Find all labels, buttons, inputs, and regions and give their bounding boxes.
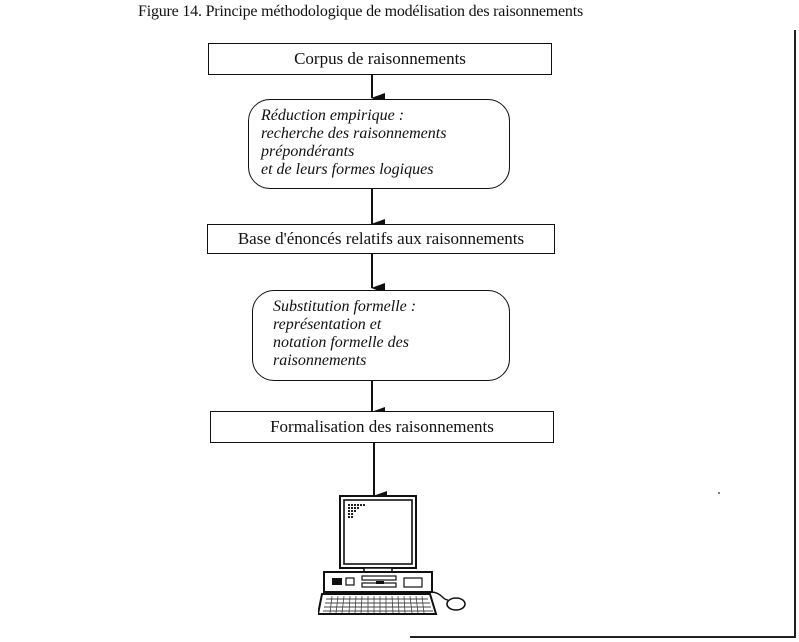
figure-caption: Figure 14. Principe méthodologique de modélisation des raisonnements	[138, 3, 583, 20]
node-reduction-line-2: recherche des raisonnements	[261, 125, 447, 142]
scan-speck	[718, 492, 720, 494]
node-reduction-line-1: Réduction empirique :	[261, 107, 405, 124]
node-substitution-line-1: Substitution formelle :	[273, 298, 417, 315]
node-formalisation	[210, 411, 554, 443]
node-substitution	[252, 290, 510, 381]
node-corpus-label: Corpus de raisonnements	[294, 49, 466, 68]
node-base	[207, 224, 555, 254]
node-reduction-line-3: prépondérants	[261, 143, 355, 160]
node-reduction-line-4: et de leurs formes logiques	[261, 161, 434, 178]
node-substitution-line-2: représentation et	[273, 316, 382, 333]
node-substitution-line-3: notation formelle des	[273, 334, 409, 351]
node-base-label: Base d'énoncés relatifs aux raisonnements	[237, 229, 525, 248]
node-formalisation-label: Formalisation des raisonnements	[270, 417, 494, 436]
node-corpus	[208, 43, 552, 75]
node-substitution-line-4: raisonnements	[273, 352, 367, 369]
desktop-computer-icon	[318, 492, 474, 620]
node-reduction	[248, 99, 510, 189]
